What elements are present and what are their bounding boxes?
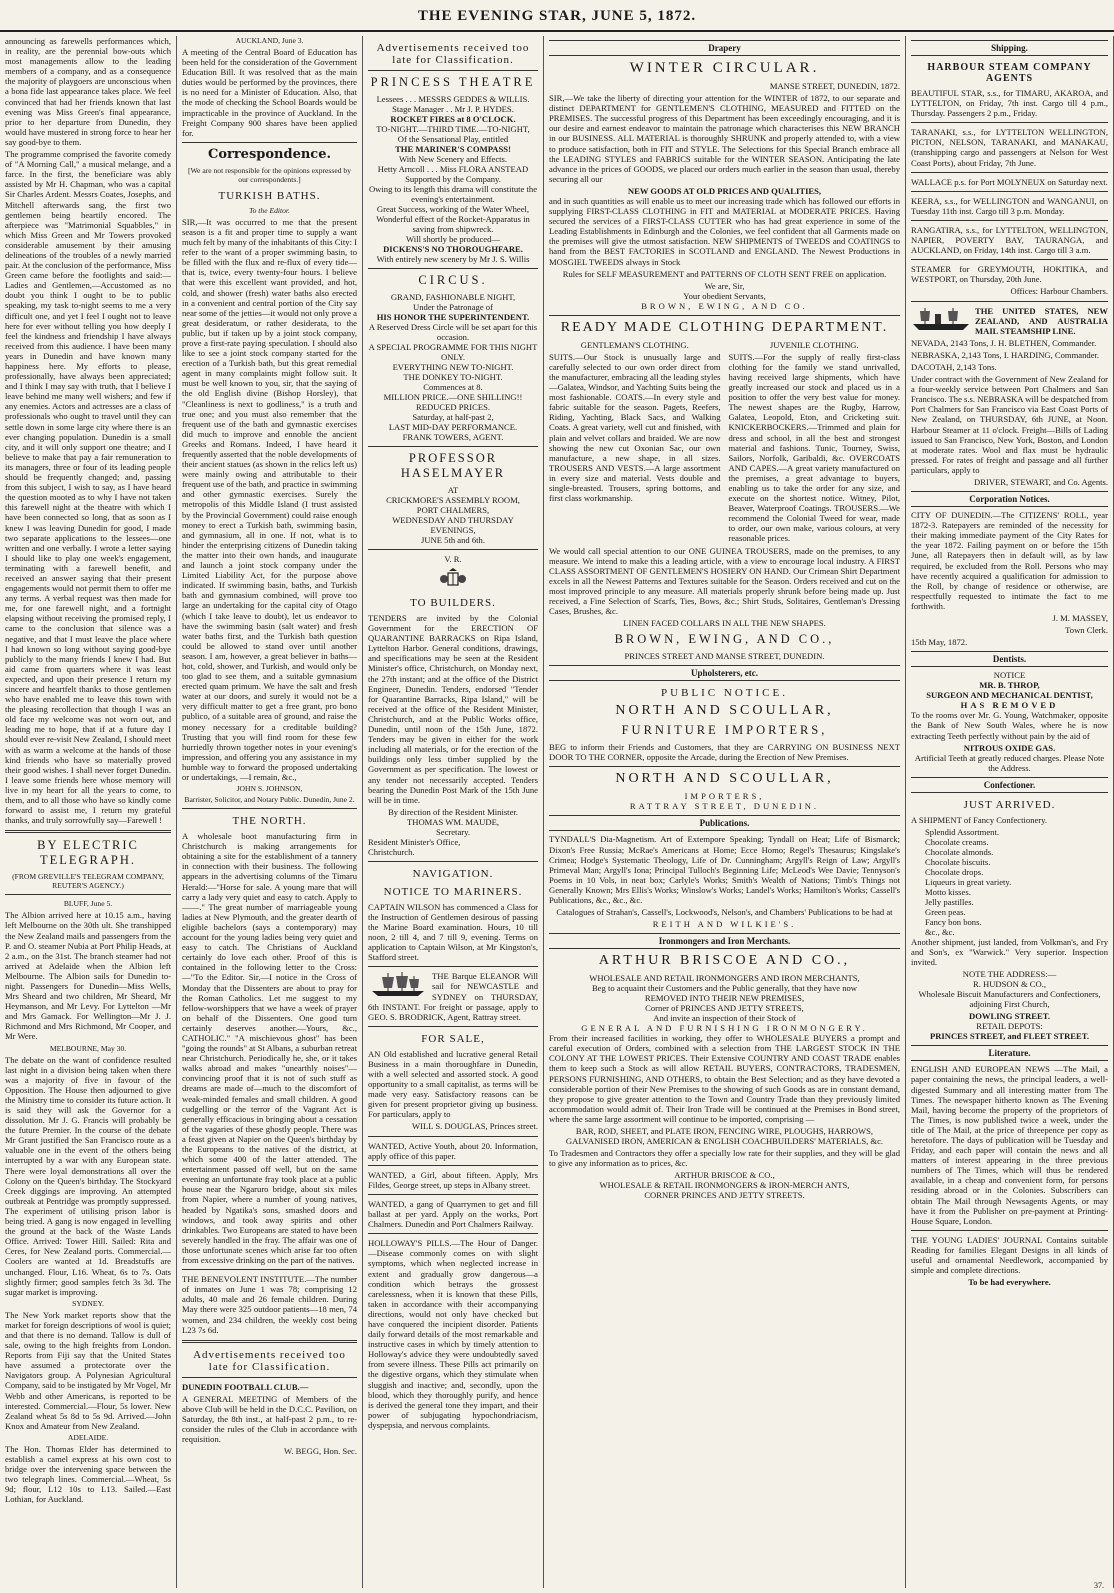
- divider: [368, 1026, 538, 1027]
- football-club-signature: W. BEGG, Hon. Sec.: [284, 1446, 357, 1457]
- benevolent-institute-note: THE BENEVOLENT INSTITUTE.—The number of inmates on June 1 was 78; comprising 12 adults, 40 male and 26 female children. During May there were 325 outdoor patients—18 men, 74 women, and 234 children, the weekly cost being L23 7s 6d.: [182, 1274, 357, 1335]
- arthur-briscoe-caps: BAR, ROD, SHEET, and PLATE IRON, FENCING WIRE, PLOUGHS, HARROWS, GALVANISED IRON, AMERICAN & ENGLISH COACHBUILDERS' MATERIALS, &c.: [565, 1126, 884, 1147]
- reith-wilkie-line: REITH AND WILKIE'S.: [652, 919, 797, 930]
- list-item: Chocolate almonds.: [925, 846, 994, 857]
- young-ladies-journal-ad: THE YOUNG LADIES' JOURNAL Contains suitable Reading for families Elegant Designs in all kinds of useful and ornamental Needlework, accompanied by simple and complete directions.: [911, 1234, 1108, 1276]
- correspondence-heading: Correspondence.: [207, 146, 332, 162]
- ad-line: Under the Patronage of: [413, 302, 493, 312]
- list-item: Liqueurs in great variety.: [925, 876, 1012, 887]
- ad-line: With entirely new scenery by Mr J. S. Willis: [376, 254, 530, 264]
- rattray-street-line: RATTRAY STREET, DUNEDIN.: [629, 801, 820, 812]
- royal-coat-of-arms-icon: [439, 567, 467, 591]
- ad-line: Hetty Arncoll . . . Miss FLORA ANSTEAD: [377, 164, 529, 174]
- theatre-ad: [368, 104, 538, 264]
- divider: [368, 549, 538, 550]
- melbourne-dateline: MELBOURNE, May 30.: [49, 1043, 127, 1053]
- ad-line: REDUCED PRICES.: [415, 402, 490, 412]
- shipping-ad: BEAUTIFUL STAR, s.s., for TIMARU, AKAROA, and LYTTELTON, on Friday, 7th inst. Cargo till 4 p.m., Thursday. Passengers 2 p.m., Friday.: [911, 88, 1108, 119]
- winter-circular-title: WINTER CIRCULAR.: [629, 60, 820, 76]
- telegraph-source: (FROM GREVILLE'S TELEGRAM COMPANY, REUTER'S AGENCY.): [12, 872, 164, 891]
- arthur-briscoe-subtitle: WHOLESALE AND RETAIL IRONMONGERS AND IRON MERCHANTS,: [589, 973, 860, 984]
- drapery-section-label: Drapery: [549, 40, 900, 56]
- guinea-trousers-text: We would call special attention to our ONE GUINEA TROUSERS, made on the premises, to any measure. We intend to make this a leading article, with a view to encourage local industry. A FIRST CLASS ASSORTMENT OF GENTLEMEN'S HOSIERY ON HAND. Our Crimean Shirt Department excels in all the Newest Patterns and Textures suitable for the Season. Orders received and cut on the most improved principle to any measure. All materials properly shrunk before being made up. Just received, a Fine Selection of Scarfs, Ties, Bows, &c.; Shirt Studs, Solitaires, Gentleman's Dressing Cases, Brushes, &c.: [549, 545, 900, 617]
- ad-line: Owing to its length this drama will constitute the evening's entertainment.: [368, 184, 538, 204]
- confectionery-intro: A SHIPMENT of Fancy Confectionery.: [911, 814, 1048, 825]
- divider: [182, 1269, 357, 1270]
- divider: [368, 1194, 538, 1195]
- for-sale-title: FOR SALE,: [421, 1032, 485, 1045]
- signature-line: BROWN, EWING, AND CO.: [641, 300, 808, 311]
- juvenile-clothing-text: SUITS.—For the supply of really first-class clothing for the family we stand unrivalled, having received large shipments, which have greatly increased our stock and placed us in a position to offer the very best value for money. The newest shapes are the Rugby, Harrow, Galatea, Leopold, Eton, and Cricketing suit. KNICKERBOCKERS.—Trimmed and plain for dress and school, in all the best and strongest material and fashions. Tunic, Tourney, Swiss, Sailors, Norfolk, Garibaldi, &c. OVERCOATS AND CAPES.—A great variety manufactured on the premises, a great advantage to buyers, enabling us to take the order for any size, and execute on the shortest notice. Witney, Pilot, Beaver, Waterproof Coatings. TROUSERS.—We recommend the Colonial Tweed for wear, made to order, our own make, various colours, at very reasonable prices.: [728, 351, 900, 544]
- ad-line: Christchurch.: [368, 846, 415, 857]
- signature-line: Town Clerk.: [1065, 625, 1108, 636]
- divider: [182, 142, 357, 143]
- ad-line: NOTE THE ADDRESS:—: [962, 969, 1057, 980]
- sydney-report: The New York market reports show that the market for foreign descriptions of wool is quiet; and that there is no demand. Tallow is dull of sale, owing to the high freights from London. Reports from Fiji say that the United States have assumed a protectorate over the Navigators group. A Polynesian Agricultural Company, said to be instigated by Mr Vogel, Mr Webb and other Americans, is reported to be interested. Commercial.—Flour, 5s lower. New Zealand wheat 5s 8d to 5s 9d. Arrived.—John Knox and Amateur from New Zealand.: [5, 1309, 171, 1431]
- signature-line: CORNER PRINCES AND JETTY STREETS.: [644, 1190, 805, 1201]
- ad-line: Great Success, working of the Water Wheel, Wonderful effect of the Rocket-Apparatus in saving from shipwreck.: [376, 204, 530, 234]
- juvenile-clothing-column: [729, 340, 901, 546]
- gentlemans-clothing-column: [549, 340, 721, 546]
- for-sale-ad: AN Old established and lucrative general Retail Business in a main thoroughfare in Dunedin, with a well selected and assorted stock. A good opportunity to a small capitalist, as terms will be made very easy. Satisfactory reasons can be given for present proprietor giving up business. For particulars, apply to: [368, 1048, 538, 1120]
- signature-line: ARTHUR BRISCOE & CO.,: [674, 1170, 775, 1181]
- winter-circular-text-2: and in such quantities as will enable us to meet our increasing trade which has followed our efforts in supplying FIRST-CLASS CLOTHING in FIT and MATERIAL at MODERATE PRICES. Having secured the services of a FIRST-CLASS CUTTER who has had great experience in some of the Leading Establishments in Edinburgh and the Colonies, we feel confident that all Garments made on the premises will give the utmost satisfaction. NEW SHIPMENTS of TWEEDS and COATINGS to hand from the BEST FACTORIES in SCOTLAND and ENGLAND. The Newest Productions in MOSGIEL TWEEDS always in Stock: [549, 195, 900, 267]
- barque-eleanor-ad: THE Barque ELEANOR Will sail for NEWCASTLE and SYDNEY on THURSDAY, 6th INSTANT. For freight or passage, apply to GEO. S. BRODRICK, Agent, Rattray street.: [368, 971, 538, 1022]
- winter-circular-dateline: MANSE STREET, DUNEDIN, 1872.: [769, 81, 900, 91]
- list-item: Chocolate creams.: [925, 836, 989, 847]
- navigation-title: NAVIGATION.: [412, 867, 494, 880]
- ad-line: DICKENS'S NO THOROUGHFARE.: [383, 244, 523, 254]
- gentlemans-clothing-title: GENTLEMAN'S CLOTHING.: [580, 339, 689, 350]
- ad-line: LAST MID-DAY PERFORMANCE.: [388, 422, 518, 432]
- clothing-columns: [549, 340, 900, 546]
- divider: [911, 122, 1108, 123]
- ad-line: GENERAL AND FURNISHING IRONMONGERY.: [581, 1023, 868, 1034]
- theatre-lessees: Lessees . . . MESSRS GEDDES & WILLIS.: [376, 94, 530, 104]
- ad-line: EVENINGS,: [430, 525, 476, 535]
- divider: [368, 70, 538, 71]
- citizens-roll-notice: CITY OF DUNEDIN.—The CITIZENS' ROLL, year 1872-3. Ratepayers are reminded of the necessity for their making immediate payment of the City Rates for the year 1872. Failing payment on or before the 15th June, all Ratepayers then in default will, as by law required, be excluded from the Roll. Persons who may have recently acquired a qualification for admission to the Roll, by change of residence or otherwise, are respectfully requested to intimate the fact to me forthwith.: [911, 510, 1108, 611]
- auckland-dateline: AUCKLAND, June 3.: [235, 36, 304, 45]
- column-5: [906, 36, 1114, 1588]
- ad-line: Commences at 8.: [423, 382, 483, 392]
- the-north-heading: THE NORTH.: [232, 815, 307, 828]
- divider: [182, 808, 357, 809]
- for-sale-signature: WILL S. DOUGLAS, Princes street.: [412, 1121, 538, 1132]
- driver-stewart-signature: DRIVER, STEWART, and Co. Agents.: [974, 477, 1108, 487]
- linen-collars-line: LINEN FACED COLLARS IN ALL THE NEW SHAPES.: [623, 618, 826, 629]
- navigation-notice: CAPTAIN WILSON has commenced a Class for the Instruction of Gentlemen desirous of passing the Marine Board examination. Hours, 10 till noon, 2 till 4, and 7 till 9, evening. Terms on application to Captain Wilson, at Mr Kingston's, Stafford street.: [368, 901, 538, 963]
- arthur-briscoe-text: From their increased facilities in working, they offer to WHOLESALE BUYERS a prompt and careful execution of Orders, combined with a selection from THE LARGEST STOCK IN THE COLONY AT THE LOWEST PRICES. Their Extensive COUNTRY AND COAST TRADE enables them to keep such a Stock as will allow RETAIL BUYERS, CONTRACTORS, TRADESMEN, PERSONS FURNISHING, AND OTHERS, to obtain the Best Selection; and as they have devoted a considerable portion of their New Premises to the showing of such Goods as are in constant demand, they propose to give greater attention to the Town and Country Trade than they previously limited accommodation would admit of. Their Iron Trade will be continued at the Premises in Bond street, where the same large assortment will continue to be imported, comprising —: [549, 1033, 900, 1124]
- ad-line: CRICKMORE'S ASSEMBLY ROOM,: [386, 495, 520, 505]
- divider: [911, 301, 1108, 302]
- list-item: Jelly pastilles.: [925, 896, 974, 907]
- shipping-ad: RANGATIRA, s.s., for LYTTELTON, WELLINGTON, NAPIER, POVERTY BAY, TAURANGA, and AUCKLAND, on Friday, 14th inst. Cargo till 3 a.m.: [911, 224, 1108, 256]
- list-item: Chocolate biscuits.: [925, 856, 991, 867]
- arthur-briscoe-text-2: To Tradesmen and Contractors they offer a specially low rate for their supplies, and they will be glad to give any information as to prices, &c.: [549, 1148, 900, 1169]
- ad-line: REMOVED INTO THEIR NEW PREMISES,: [644, 993, 805, 1004]
- ad-line: Of the Sensational Play, entitled: [397, 134, 509, 144]
- theatre-review-body: The programme comprised the favorite comedy of "A Morning Call," a musical melange, and a farce. In the first, the benefíciare was ably assisted by Mr H. Chapman, who was a capital Sir Charles Ardent. Messrs Coates, Josephs, and Mitchell afterwards sang, the first two gentlemen being heartily encored. The afterpiece was "Matrimonial Squabbles," in which Miss Green and Mr Towers provoked considerable amusement by their amusing delineations of the troubles of a newly married pair. At the conclusion of the performance, Miss Green came before the footlights and said:—Ladies and Gentlemen,—Accustomed as no doubt you think I ought to be to public speaking, my task to-night seems to me a very difficult one, and yet I feel I ought not to leave here for ever without telling you how deeply I feel the kindness and friendship I have always received from this audience. I have been many years in Dunedin and have known many happiness here. My efforts to please, professionally, have always been appreciated; and I think I may say with truth, that I believe I leave behind me many well wishers; and few if any enemies. Actors and actresses are a class of professionals who ought to travel until they can settle down in some large city where there is an ever changing population. Dunedin is a small city, and it will only support one theatre; and I believe to make that pay a fair remuneration to its managers, three or four of its leading people should be frequently changed; and, passing from this subject, I wish to say, as I have heard the question mooted as to why I have not taken this farewell night at the theatre with which I have been connected so long, that as soon as I knew I was leaving Dunedin for good, I made two separate applications to the lessees—one written and one verbally. I wrote a letter saying I should like to play one week's engagement, terminating with a farewell benefit, and received an answer saying that their present engagements would not permit them to offer me any terms. A verbal request was then made for me, for one farewell night, and a fortnight elapsing without receiving the promised reply, I came to the conclusion that silence was a negative, and that I must leave the place where I had known so long without saying good-bye publicly to the many friends I knew I had. But aid came from quarters where it was least expected, and upon their presence I return my sincere and heartfelt thanks to those gentlemen who have enabled me to leave this town with the pleasing recollection that though I was an old face my welcome was not worn out, and leading me to hope, that if at a future day I should ever re-visit New Zealand, I should meet with as warm a welcome at the hands of those kind friends who have so materially proved their good wishes. I shall never forget Dunedin. I leave some friends here whose memory will live in my heart for all the years to come, to them, and to all those who have so kindly come forward to assist me, I return my grateful thanks, and truly sorrowfully say—Farewell !: [5, 149, 171, 826]
- winter-circular-caps: NEW GOODS AT OLD PRICES AND QUALITIES,: [627, 185, 822, 196]
- publications-list: TYNDALL'S Dia-Magnetism. Art of Extempore Speaking; Tyndall on Heat; Life of Bismarck; Dixon's Free Russia; McRae's Americans at Home; Ecce Homo; Regel's Thesaurus; Kingslake's Crimea; Hodge's Systematic Theology, Life of Dr. Cunningham; Argyll's Reign of Law; Argyll's Primeval Man; Argyll's Iona; Principal Tulloch's Beginning Life; McLeod's Wee Davie; Tennyson's Poems in 10 Vols, in neat box; Carlyle's Works; Smith's Wealth of Nations; Timb's Things not Generally Known; Mrs Ellis's Works; Winslow's Works; Landel's Works; Hamilton's Works; Cassell's Publications, &c., &c., &c.: [549, 834, 900, 905]
- winter-circular-text: SIR,—We take the liberty of directing your attention for the WINTER of 1872, to our separate and distinct DEPARTMENT for GENTLEMEN'S CLOTHING, MEASURED and FITTED on the PREMISES. The successful progress of this Department has been exceedingly encouraging, and it is our desire and earnest endeavor to maintain the patronage which characterises this NEW BRANCH in our BUSINESS. ALL MATERIAL is thoroughly SHRUNK and properly attended to, with a view to produce satisfaction, both in FIT and STYLE. The Selections for this Special Branch embrace all the LEADING STYLES and FABRICS suitable for the WINTER SEASON. Anticipating the late advance in the prices of GOODS, we placed our orders much earlier in the season than usual, thereby securing all our: [549, 93, 900, 184]
- signature-line: We are, Sir,: [704, 280, 745, 291]
- north-scoullar-title: NORTH AND SCOULLAR,: [615, 703, 834, 719]
- letter-signature: JOHN S. JOHNSON,: [236, 784, 303, 794]
- telegraph-heading: BY ELECTRIC TELEGRAPH.: [37, 838, 139, 868]
- divider: [368, 1233, 538, 1234]
- list-item: &c., &c.: [925, 926, 955, 937]
- north-scoullar-notice: BEG to inform their Friends and Customers, that they are CARRYING ON BUSINESS NEXT DOOR TO THE CORNER, opposite the Arcade, during the Erection of New Premises.: [549, 742, 900, 763]
- ad-line: NOTICE: [993, 670, 1026, 681]
- to-builders-notice: TENDERS are invited by the Colonial Government for the ERECTION OF QUARANTINE BARRACKS on Ripa Island, Lyttelton Harbor. General conditions, drawings, and specifications may be seen at the Resident Minister's office, Christchurch, on Monday next, the 27th instant; and at the office of the District Engineer, Dunedin. Tenders, endorsed "Tender for Quarantine Barracks, Ripa Island," will be received at the office of the Resident Minister, Christchurch, and at the Public Works office, Dunedin, until noon of the 15th June, 1872. Tenders may be given in either for the work including all materials, or for the erection of the buildings only less timber supplied by the Government as per specification. The lowest or any tender not necessarily accepted. Tenders bearing the Dunedin Post Mark of the 15th June will be in time.: [368, 613, 538, 805]
- ad-line: HAS REMOVED: [960, 700, 1059, 711]
- turkish-baths-salutation: To the Editor.: [249, 205, 290, 215]
- importers-line: IMPORTERS,: [684, 791, 765, 802]
- ad-line: To the rooms over Mr. G. Young, Watchmaker, opposite the Bank of New South Wales, where he is now extracting Teeth perfectly without pain by the aid of: [911, 710, 1108, 741]
- shipping-ad: TARANAKI, s.s., for LYTTELTON WELLINGTON, PICTON, NELSON, TARANAKI, and MANAKAU, (transhipping cargo and passengers at Nelson for West Coast Ports), about Friday, 7th June.: [911, 127, 1108, 168]
- adelaide-report: The Hon. Thomas Elder has determined to establish a camel express at his own cost to bridge over the intervening space between the two telegraph lines. Commercial.—Wheat, 5s 9d; flour, L12 10s to L13. Sailed.—East Lothian, for Auckland.: [5, 1443, 171, 1505]
- divider: [368, 1136, 538, 1137]
- masthead: [0, 0, 1114, 32]
- winter-circular-rules: Rules for SELF MEASUREMENT and PATTERNS OF CLOTH SENT FREE on application.: [562, 268, 887, 279]
- ad-line: MILLION PRICE.—ONE SHILLING!!: [383, 392, 523, 402]
- ad-line: WEDNESDAY AND THURSDAY: [392, 515, 514, 525]
- ad-line: Resident Minister's Office,: [368, 836, 461, 847]
- divider: [368, 966, 538, 967]
- ironmongers-section-label: Ironmongers and Iron Merchants.: [549, 933, 900, 949]
- football-club-notice: A GENERAL MEETING of Members of the above Club will be held in the D.C.C. Pavilion, on Saturday, the 8th inst., at half-past 2 p.m., to re-consider the rules of the Club in accordance with requisition.: [182, 1393, 357, 1445]
- signature-line: J. M. MASSEY,: [1052, 613, 1108, 624]
- juvenile-clothing-title: JUVENILE CLOTHING.: [769, 339, 859, 350]
- ship-line: NEVADA, 2143 Tons, J. H. BLETHEN, Commander.: [911, 337, 1097, 348]
- ad-line: By direction of the Resident Minister.: [388, 806, 518, 817]
- dentists-section-label: Dentists.: [911, 651, 1108, 667]
- divider: [368, 268, 538, 269]
- ad-line: PORT CHALMERS,: [416, 505, 490, 515]
- list-item: Fancy bon bons.: [925, 916, 982, 927]
- wanted-ad-quarrymen: WANTED, a gang of Quarrymen to get and fill ballast at per yard. Apply on the works, Port Chalmers. Dunedin and Port Chalmers Railway.: [368, 1198, 538, 1230]
- ad-line: Secretary.: [435, 826, 471, 837]
- signature-line: 15th May, 1872.: [911, 637, 968, 648]
- list-item: Green peas.: [925, 906, 966, 917]
- professor-haselmayer-title: PROFESSOR HASELMAYER: [400, 451, 506, 480]
- mail-steamship-title: THE UNITED STATES, NEW ZEALAND, AND AUSTRALIA MAIL STEAMSHIP LINE.: [975, 305, 1108, 336]
- shipping-ad: STEAMER for GREYMOUTH, HOKITIKA, and WESTPORT, on Thursday, 20th June.: [911, 264, 1108, 285]
- literature-section-label: Literature.: [911, 1045, 1108, 1061]
- theatre-review-intro: announcing as farewells performances which, in reality, are the perennial bow-outs which most managements allow to the leading members of a company, and as a consequence the majority of playgoers are unconscious when a bona fide last appearance takes place. We feel convinced that had her friends known that last evening was Miss Green's final appearance, prior to her departure from Dunedin, they would have mustered in strong force to hear her say good-bye to them.: [5, 36, 171, 147]
- ad-line: TO-NIGHT.—THIRD TIME.—TO-NIGHT,: [376, 124, 530, 134]
- ad-line: THE MARINER'S COMPASS!: [395, 144, 511, 154]
- ad-line: A SPECIAL PROGRAMME FOR THIS NIGHT ONLY.: [368, 342, 538, 362]
- wanted-ad-youth: WANTED, Active Youth, about 20. Information, apply office of this paper.: [368, 1140, 538, 1161]
- divider: [368, 1165, 538, 1166]
- publications-section-label: Publications.: [549, 815, 900, 831]
- english-european-news-ad: ENGLISH AND EUROPEAN NEWS —The Mail, a paper containing the news, the principal leaders, a well-digested Summary and all interesting matter from The Times. The newspaper hitherto known as The Evening Mail, having become the property of the proprietors of The Times, is now published twice a week, under the title of The Mail, at the price of threepence per copy as heretofore. The days of publication will be Tuesday and Friday, and each paper will contain the news and all matters of interest appearing in the three previous numbers of The Times, which will thus be rendered available, in a cheap and convenient form, for persons residing abroad or in the Colonies. Subscribers can obtain The Mail through Newsagents Agents, or may have it from the Publisher on pre-payment at Printing-House Square, London.: [911, 1064, 1108, 1226]
- ad-line: Stage Manager . . Mr J. P. HYDES.: [392, 104, 514, 114]
- divider: [911, 220, 1108, 221]
- circus-ad: [368, 292, 538, 442]
- divider: [368, 861, 538, 862]
- ad-line: R. HUDSON & CO.,: [972, 979, 1047, 990]
- ad-line: MR. B. THROP,: [979, 680, 1040, 691]
- late-ads-heading: Advertisements received too late for Classification.: [376, 42, 530, 66]
- ad-line: NITROUS OXIDE GAS.: [963, 742, 1056, 753]
- page-number: 37.: [1094, 1581, 1104, 1590]
- bluff-dateline: BLUFF, June 5.: [63, 899, 113, 909]
- football-club-title: DUNEDIN FOOTBALL CLUB.—: [182, 1381, 309, 1392]
- list-item: Splendid Assortment.: [925, 826, 1000, 837]
- ship-line: DACOTAH, 2,143 Tons.: [911, 361, 997, 372]
- list-item: Motto kisses.: [925, 886, 971, 897]
- public-notice-title: PUBLIC NOTICE.: [661, 687, 788, 700]
- bluff-report: The Albion arrived here at 10.15 a.m., having left Melbourne on the 30th ult. She transhipped the New Zealand mails and passengers from the P. and O. steamer Nubia at Port Philip Heads, at 2 a.m., on the 31st. The branch steamer had not arrived at Adelaide when the Albion left Melbourne. The Albion sails for Dunedin to-night. Passengers for Dunedin—Miss Wells, Mrs Sheard and two children, Mr Sheard, Mr Heymanson, and Mr Levy. For Lyttelton —Mr and Mrs Gamack. For Wellington—Mr J. J. Richmond and Mrs Richmond, Mr Cooper, and Mr Were.: [5, 910, 171, 1042]
- adelaide-dateline: ADELAIDE.: [67, 1432, 109, 1442]
- ad-line: GRAND, FASHIONABLE NIGHT,: [390, 292, 516, 302]
- north-scoullar-title-2: NORTH AND SCOULLAR,: [615, 771, 834, 787]
- column-4: [544, 36, 906, 1588]
- ad-line: With New Scenery and Effects.: [398, 154, 508, 164]
- the-north-article: A wholesale boot manufacturing firm in Christchurch is making arrangements for obtaining a site for the establishment of a tannery in connection with their business. The following appears in the advertising columns of the Timaru Herald:—"Horse for sale. A young mare that will carry a lady very quiet and easy to catch. Apply to——." The great number of marriageable young ladies at New Plymouth, and the greater dearth of eligible bachelors (says a contemporary) may account for the young ladies being very quiet and easy to catch. The Christians of Auckland certainly do love each other. Proof of this is contained in the following letter to the Cross:—"To the Editor. Sir,—I notice in the Cross of Monday that the Dissenters are about to pray for the Roman Catholics. Let me suggest to my fellow-worshippers that we have a week of prayer on behalf of the Dissenters. One good turn certainly deserves another.—Yours, &c., CATHOLIC." "A mischievous ghost" has been "going the rounds" at St Albans, a suburban retreat near Christchurch. Periodically he, she, or it takes walks abroad and makes "unearthly noises"—convincing proof that it is not of such stuff as dreams are made of—much to the discomfort of weak-minded females and small children. A good cudgelling or the terror of the Vagrant Act is generally efficacious in bringing about a cessation of the vagaries of these ghostly people. There was a feast given at Napier on the Queen's birthday by the Europeans to the natives of the district, at which some 400 of the latter attended. The entertainment passed off well, but on the same evening an unfortunate fray took place at a public house near the Ngaruro bridge, about six miles from Napier, where a number of young natives, headed by Ngatika's sons, smashed doors and windows, and took away spirits and other drinkables. Two Europeans are stated to have been severely handled in the fray. The affair was one of those unfortunate scenes which arise far too often from excessive drinking on the part of the natives.: [182, 831, 357, 1266]
- divider: [182, 1340, 357, 1343]
- notice-to-mariners-title: NOTICE TO MARINERS.: [383, 885, 523, 898]
- ad-line: PRINCES STREET, and FLEET STREET.: [929, 1031, 1090, 1042]
- divider: [911, 1230, 1108, 1231]
- ad-line: FRANK TOWERS, AGENT.: [402, 432, 504, 442]
- ready-made-clothing-title: READY MADE CLOTHING DEPARTMENT.: [560, 319, 889, 335]
- ship-line: NEBRASKA, 2,143 Tons, I. HARDING, Commander.: [911, 349, 1100, 360]
- sydney-dateline: SYDNEY.: [72, 1298, 104, 1308]
- ad-line: SURGEON AND MECHANICAL DENTIST,: [926, 690, 1093, 701]
- shipping-section-label: Shipping.: [911, 40, 1108, 56]
- ad-line: Corner of PRINCES AND JETTY STREETS,: [645, 1003, 804, 1014]
- young-ladies-journal-tagline: To be had everywhere.: [968, 1277, 1051, 1288]
- harbour-chambers-line: Offices: Harbour Chambers.: [1010, 286, 1108, 297]
- just-arrived-title: JUST ARRIVED.: [963, 798, 1056, 811]
- ad-line: Saturday, at half-past 2,: [412, 412, 494, 422]
- signature-line: Your obedient Servants,: [683, 290, 766, 301]
- mail-steamship-text: Under contract with the Government of New Zealand for a four-weekly service between Port Chalmers and San Francisco. The s.s. NEBRASKA will be despatched from Port Chalmers for San Francisco via East Coast Ports of New Zealand, on THURSDAY, 6th JUNE, at Noon. Harbour Steamer at 11 o'clock. Freight—Bills of Lading issued to San Francisco, New York, Boston, and London at moderate rates. Wool and flax must be hydraulic pressed. For rates of freight and passage and all further particulars, apply to: [911, 374, 1108, 475]
- confectionery-list: [911, 827, 1108, 937]
- divider: [911, 191, 1108, 192]
- ad-line: HIS HONOR THE SUPERINTENDENT.: [376, 312, 530, 322]
- steamship-icon: [911, 306, 971, 332]
- ad-line: THE DONKEY TO-NIGHT.: [403, 372, 503, 382]
- sailing-ship-icon: [368, 971, 428, 997]
- harbour-steam-title: HARBOUR STEAM COMPANY AGENTS: [927, 62, 1092, 84]
- late-ads-heading: Advertisements received too late for Classification.: [193, 1348, 346, 1373]
- wanted-ad-girl: WANTED, a Girl, about fifteen. Apply, Mrs Fildes, George street, up steps in Albany street.: [368, 1169, 538, 1190]
- circus-title: CIRCUS.: [418, 273, 488, 287]
- divider: [549, 766, 900, 767]
- brown-ewing-address: PRINCES STREET AND MANSE STREET, DUNEDIN.: [624, 651, 825, 662]
- ad-line: ROCKET FIRES at 8 O'CLOCK.: [390, 114, 516, 124]
- turkish-baths-letter: SIR,—It was occurred to me that the present season is a fit and proper time to supply a want much felt by many of the inhabitants of this City: I refer to the want of a proper swimming basin, to be filled with the flux and re-flux of every tide—that is, twice, every twenty-four hours. I believe that were this excellent want provided, and hot, cold, and shower (fresh) water baths also erected in a convenient and central portion of the City say near some of the jetties—it would not only prove a great desideratum, or rather desiderata, to the public, but if taken up by a joint stock company, prove a first-rate paying speculation. I should also like to see a joint stock company started for the erection of a Turkish bath, but this great remedial agent in many complaints might follow suit. It must be well known to you, sir, that the saying of the old English divine (Bishop Horsley), that "Cleanliness is next to godliness," is a truth and true one; and you must also remember that the frequent use of the bath and gymnastic exercises did much to improve and ennoble the ancient Greeks and Romans. Indeed, I have heard it frequently asserted that the noble developments of their ancient statues (as shown in the relics left us) were mainly owing and attributable to their frequent use of the bath, and practice in swimming and other gymnastic exercises. Surely the metropolis of this Middle Island (I trust assisted by the Provincial Government) could raise enough money to erect a Turkish bath, swimming basin, and gymnasium, all in one. If not, what is to hinder the enterprising citizens of Dunedin taking the matter into their own hands, and inaugurate and launch a joint stock company under the Limited Liability Act, for the purpose above indicated. If swimming basin, baths, and Turkish bath and gymnasium combined, will prove too large an undertaking for the capital city of Otago (which I take leave to doubt), let us endeavor to have the swimming basin (salt water) and fresh water baths first, and the Turkish bath question could be allowed to stand over until another season. I am, however, a great believer in baths—hot, cold, shower, and Turkish, and would only be too glad to see them, and a suitable gymnasium erected quam primum. We have the salt and fresh water at our doors, and surely it would not be a very difficult matter to get a free grant, pro bono publico, of a suitable area of ground, and raise the money necessary for a creditable building? Trusting that you will find room for these few hurriedly thrown together notes in your evening's impression, and offering you any assistance in my humble way to forward the proposed undertaking or undertakings, —I remain, &c.,: [182, 216, 357, 782]
- upholsterers-section-label: Upholsterers, etc.: [549, 665, 900, 681]
- holloways-pills-ad: HOLLOWAY'S PILLS.—The Hour of Danger.—Disease commonly comes on with slight symptoms, which when neglected increase in extent and gradually grow dangerous—a condition which betrays the grossest carelessness, when it is known that these Pills, taken in accordance with their accompanying directions, would not only have checked but have conquered the incipient disorder. Patients daily forward details of the most remarkable and instructive cases in which by timely attention to Holloway's advice they were undoubtedly saved from severe illness. These Pills act primarily on the digestive organs, which they stimulate when sluggish and inactive; and, secondly, upon the blood, which they thoroughly purify, and hence is derived the general tone they impart, and their power of subjugating hypochondriacism, dyspepsia, and nervous complaints.: [368, 1238, 538, 1430]
- auckland-report: A meeting of the Central Board of Education has been held for the consideration of the Government Education Bill. It was resolved that as the main duties would be performed by the provinces, there is no need for a Minister of Education. Also, that the mode of checking the School Boards would be impracticable in the province of Auckland. In the Freight Company 900 shares have been applied for.: [182, 47, 357, 138]
- divider: [911, 172, 1108, 173]
- divider: [549, 315, 900, 316]
- list-item: Chocolate drops.: [925, 866, 984, 877]
- ad-line: RETAIL DEPOTS:: [976, 1021, 1043, 1032]
- letter-signature-title: Barrister, Solicitor, and Notary Public. Dunedin, June 2.: [184, 795, 355, 805]
- gentlemans-clothing-text: SUITS.—Our Stock is unusually large and carefully selected to our own order direct from the manufacturer, embracing all the leading styles—Galatea, Windsor, and Yachting Suits being the most fashionable. COATS.—In every style and fabric suitable for the season. Pagets, Reefers, Riding, Yachting, Black Sacs, and Walking Coats. A great variety, well cut and finished, with plain and velvet collars and braided. We are now showing the new cut Oxonian Sac, our own manufacture, a new shape, in all sizes. TROUSERS AND VESTS.—A large assortment in every size and material. Vests double and single-breasted. Trousers, spring bottoms, and first class workmanship.: [549, 351, 721, 504]
- ad-line: Beg to acquaint their Customers and the Public generally, that they have now: [591, 983, 858, 994]
- divider: [911, 259, 1108, 260]
- arthur-briscoe-title: ARTHUR BRISCOE AND CO.,: [598, 953, 851, 969]
- confectionery-text: Another shipment, just landed, from Volkman's, and Fry and Son's, ex "Warwick." Very superior. Inspection invited.: [911, 936, 1108, 968]
- brown-ewing-title: BROWN, EWING, AND CO.,: [614, 632, 835, 647]
- column-2: [177, 36, 363, 1588]
- corporation-section-label: Corporation Notices.: [911, 491, 1108, 507]
- correspondence-note: [We are not responsible for the opinions expressed by our correspondents.]: [187, 165, 352, 184]
- ad-line: EVERYTHING NEW TO-NIGHT.: [392, 362, 514, 372]
- shipping-ad: WALLACE p.s. for Port MOLYNEUX on Saturday next.: [911, 176, 1108, 187]
- melbourne-report: The debate on the want of confidence resulted last night in a division being taken when there was a majority of five in favour of the Opposition. The House then adjourned to give the Ministry time to consider its future action. It is said they will ask the Governor for a dissolution. Mr J. G. Francis will probably be the future Premier. In the course of the debate Mr Grant justified the San Francisco route as a valuable one in the event of the others being interrupted by a war with any European state. There were loyal demonstrations all over the Colony on the Queen's birthday. The Stockyard Creek diggings are improving. An attempted outbreak at Pentridge was promptly suppressed. The experiment of utilising prison labor is being tried. A gang is now engaged in levelling the ground at the back of the Waste Lands Office. Arrived: Tower Hill. Sailed: Rita and Ceres, for New Zealand ports. Commercial.—Coolers are wanted at 1d. Breadstuffs are unchanged. Flour, L16. Wheat, 6s to 7s. Oats slightly firmer; good samples fetch 3s 3d. The sugar market is improving.: [5, 1054, 171, 1297]
- shipping-ad: KEERA, s.s., for WELLINGTON and WANGANUI, on Tuesday 11th inst. Cargo till 3 p.m. Monday.: [911, 195, 1108, 216]
- newspaper-title: THE EVENING STAR, JUNE 5, 1872.: [417, 8, 697, 24]
- ad-line: THOMAS WM. MAUDE,: [407, 816, 499, 827]
- vr-label: V. R.: [444, 554, 462, 564]
- divider: [5, 894, 171, 895]
- divider: [182, 1377, 357, 1378]
- divider: [5, 830, 171, 833]
- ad-line: Supported by the Company.: [405, 174, 501, 184]
- ad-line: A Reserved Dress Circle will be set apart for this occasion.: [368, 322, 538, 342]
- divider: [368, 446, 538, 447]
- princess-theatre-title: PRINCESS THEATRE: [370, 75, 536, 89]
- column-1: [0, 36, 177, 1588]
- furniture-importers-title: FURNITURE IMPORTERS,: [621, 723, 828, 738]
- confectioner-section-label: Confectioner.: [911, 777, 1108, 793]
- to-builders-title: TO BUILDERS.: [410, 597, 496, 609]
- ad-line: Will shortly be produced—: [406, 234, 500, 244]
- ad-line: DOWLING STREET.: [968, 1011, 1051, 1022]
- ad-line: JUNE 5th and 6th.: [421, 535, 485, 545]
- ad-line: Artificial Teeth at greatly reduced charges. Please Note the Address.: [914, 752, 1105, 773]
- ad-line: And invite an inspection of their Stock of: [653, 1013, 796, 1024]
- column-3: [363, 36, 544, 1588]
- turkish-baths-title: TURKISH BATHS.: [218, 189, 321, 202]
- ad-line: Wholesale Biscuit Manufacturers and Confectioners, adjoining First Church,: [918, 989, 1101, 1010]
- ad-line: AT: [447, 485, 459, 495]
- signature-line: WHOLESALE & RETAIL IRONMONGERS & IRON-MERCH ANTS,: [599, 1180, 850, 1191]
- catalogues-line: Catalogues of Strahan's, Cassell's, Lockwood's, Nelson's, and Chambers' Publications to be had at: [556, 907, 893, 918]
